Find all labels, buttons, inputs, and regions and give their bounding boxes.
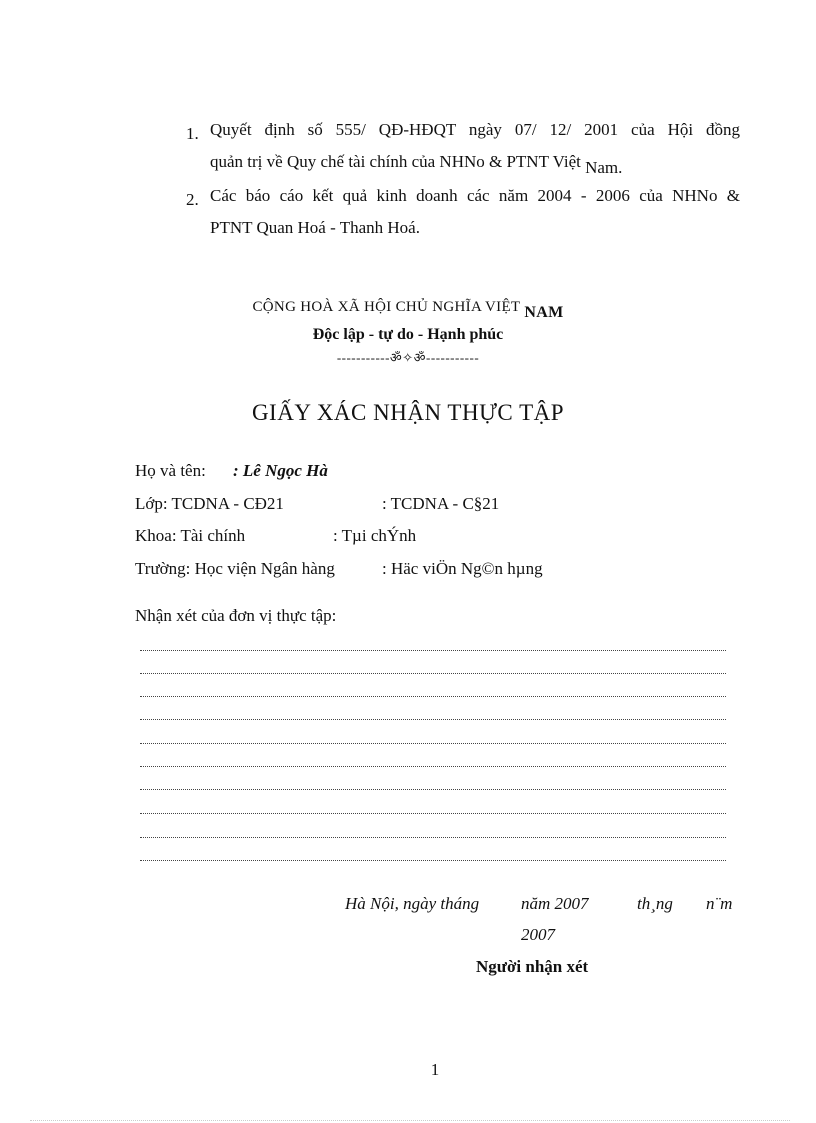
comment-line bbox=[140, 860, 726, 861]
reference-line: Các báo cáo kết quả kinh doanh các năm 2004 - 2006 của NHNo & bbox=[210, 186, 740, 205]
faculty-label: Khoa: Tài chính bbox=[135, 526, 246, 545]
reference-tail: Nam. bbox=[585, 158, 623, 177]
comment-line bbox=[140, 696, 726, 697]
comment-label: Nhận xét của đơn vị thực tập: bbox=[135, 606, 337, 625]
signature-year-wrap: 2007 bbox=[521, 925, 555, 944]
national-motto: Độc lập - tự do - Hạnh phúc bbox=[312, 326, 504, 343]
comment-line bbox=[140, 813, 726, 814]
national-header-tail: NAM bbox=[524, 304, 564, 321]
comment-line bbox=[140, 766, 726, 767]
footer-divider bbox=[30, 1120, 790, 1121]
name-label: Họ và tên: bbox=[135, 461, 206, 480]
reference-number: 2. bbox=[186, 190, 199, 209]
document-title: GIẤY XÁC NHẬN THỰC TẬP bbox=[251, 400, 565, 425]
signature-date-month-garbled: th¸ng bbox=[637, 894, 673, 913]
signature-date-place: Hà Nội, ngày tháng bbox=[345, 894, 480, 913]
class-label: Lớp: TCDNA - CĐ21 bbox=[135, 494, 284, 513]
signer-title: Người nhận xét bbox=[476, 957, 589, 976]
comment-line bbox=[140, 743, 726, 744]
comment-line bbox=[140, 673, 726, 674]
national-header: CỘNG HOÀ XÃ HỘI CHỦ NGHĨA VIỆT NAM bbox=[252, 299, 564, 321]
reference-line: Quyết định số 555/ QĐ-HĐQT ngày 07/ 12/ 2001 của Hội đồng bbox=[210, 120, 740, 139]
reference-number: 1. bbox=[186, 124, 199, 143]
comment-line bbox=[140, 650, 726, 651]
comment-line bbox=[140, 719, 726, 720]
name-value: : Lê Ngọc Hà bbox=[233, 461, 328, 480]
class-value: : TCDNA - C§21 bbox=[382, 494, 500, 513]
school-label: Trường: Học viện Ngân hàng bbox=[135, 559, 335, 578]
school-value: : Häc viÖn Ng©n hµng bbox=[382, 559, 543, 578]
page-number: 1 bbox=[430, 1060, 440, 1079]
signature-date-year: năm 2007 bbox=[521, 894, 589, 913]
ornament-divider: -----------ॐ✧ॐ----------- bbox=[336, 350, 480, 365]
comment-line bbox=[140, 837, 726, 838]
reference-line: quản trị về Quy chế tài chính của NHNo & PTNT Việt Nam. bbox=[210, 152, 623, 177]
comment-line bbox=[140, 789, 726, 790]
faculty-value: : Tµi chÝnh bbox=[333, 526, 417, 545]
signature-date-year-garbled: n¨m bbox=[706, 894, 733, 913]
reference-line: PTNT Quan Hoá - Thanh Hoá. bbox=[210, 218, 420, 237]
